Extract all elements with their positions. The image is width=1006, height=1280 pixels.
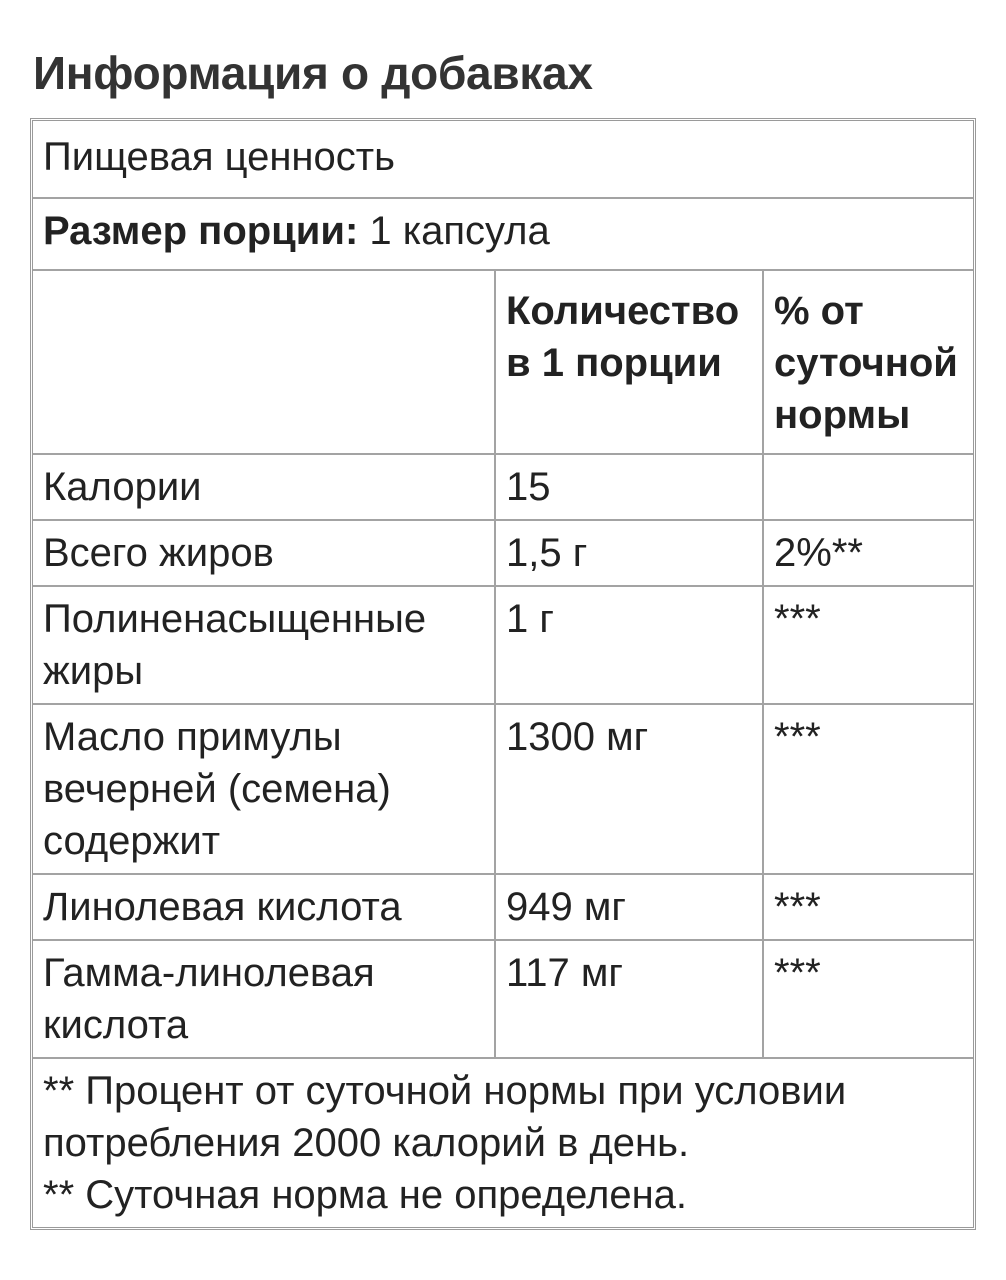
- nutrient-name: Гамма-линолевая кислота: [33, 941, 496, 1059]
- nutrient-daily-value: ***: [764, 587, 973, 705]
- nutrient-daily-value: ***: [764, 705, 973, 875]
- serving-size-value: 1 капсула: [369, 209, 550, 253]
- nutrient-name: Всего жиров: [33, 521, 496, 587]
- column-header-name: [33, 271, 496, 455]
- serving-size-label: Размер порции:: [43, 209, 359, 253]
- footnote-not-established: ** Суточная норма не определена.: [43, 1173, 688, 1217]
- nutrient-name: Полиненасыщенные жиры: [33, 587, 496, 705]
- footnote-daily-value-basis: ** Процент от суточной нормы при условии потребления 2000 калорий в день.: [43, 1069, 847, 1165]
- page-title: Информация о добавках: [33, 47, 593, 99]
- nutrient-daily-value: [764, 455, 973, 521]
- table-heading: Пищевая ценность: [33, 121, 973, 199]
- column-header-row: [33, 271, 973, 455]
- nutrient-amount: 1,5 г: [496, 521, 764, 587]
- column-header-amount: Количество в 1 порции: [496, 271, 764, 455]
- nutrient-daily-value: ***: [764, 941, 973, 1059]
- table-row: [33, 705, 973, 875]
- serving-size-row: [33, 199, 973, 271]
- table-row: [33, 521, 973, 587]
- table-heading-row: [33, 121, 973, 199]
- nutrient-amount: 117 мг: [496, 941, 764, 1059]
- table-row: [33, 455, 973, 521]
- nutrient-name: Линолевая кислота: [33, 875, 496, 941]
- serving-size-cell: [33, 199, 973, 271]
- footnotes-row: [33, 1059, 973, 1227]
- nutrient-amount: 1300 мг: [496, 705, 764, 875]
- nutrient-amount: 949 мг: [496, 875, 764, 941]
- nutrient-name: Калории: [33, 455, 496, 521]
- nutrient-amount: 15: [496, 455, 764, 521]
- table-row: [33, 587, 973, 705]
- nutrient-daily-value: 2%**: [764, 521, 973, 587]
- supplement-facts-table: [30, 118, 976, 1230]
- nutrient-daily-value: ***: [764, 875, 973, 941]
- nutrient-name: Масло примулы вечерней (семена) содержит: [33, 705, 496, 875]
- table-row: [33, 941, 973, 1059]
- footnotes-cell: [33, 1059, 973, 1227]
- nutrient-amount: 1 г: [496, 587, 764, 705]
- table-row: [33, 875, 973, 941]
- column-header-daily-value: % от суточной нормы: [764, 271, 973, 455]
